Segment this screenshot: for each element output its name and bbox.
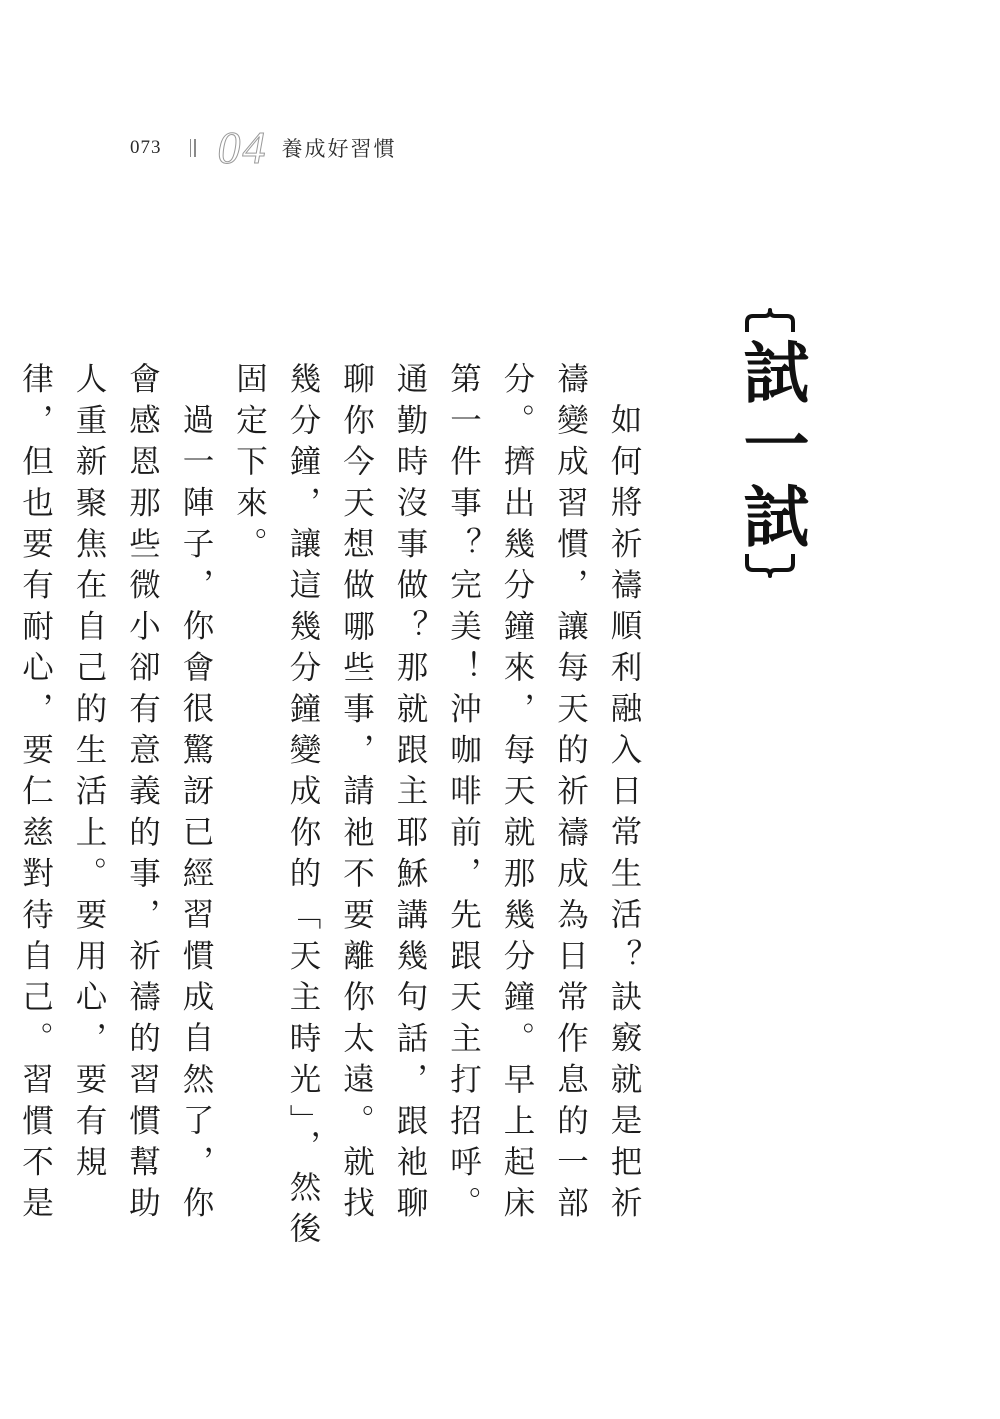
body-text [17,362,650,1262]
brace-top-icon [743,308,797,334]
chapter-number: 04 [217,122,268,173]
paragraph: 過一陣子，你會很驚訝已經習慣成自然了，你會感恩那些微小卻有意義的事，祈禱的習慣幫助人重新聚焦在自己的生活上。要用心，要有規律，但也要有耐心，要仁慈對待自己。習慣不是 [17,362,214,1228]
running-header [130,118,397,178]
header-separator-icon [190,138,196,158]
section-heading [732,308,809,578]
brace-bottom-icon [743,552,797,578]
chapter-title: 養成好習慣 [281,137,397,161]
paragraph: 如何將祈禱順利融入日常生活？訣竅就是把祈禱變成習慣，讓每天的祈禱成為日常作息的一部分。擠出幾分鐘來，每天就那幾分鐘。早上起床第一件事？完美！沖咖啡前，先跟天主打招呼。通勤時沒事做？那就跟主耶穌講幾句話，跟祂聊聊你今天想做哪些事，請祂不要離你太遠。就找幾分鐘，讓這幾分鐘變成你的「天主時光」，然後固定下來。 [231,362,642,1253]
page-number: 073 [130,137,162,158]
section-heading-text: 試一試 [732,338,809,554]
